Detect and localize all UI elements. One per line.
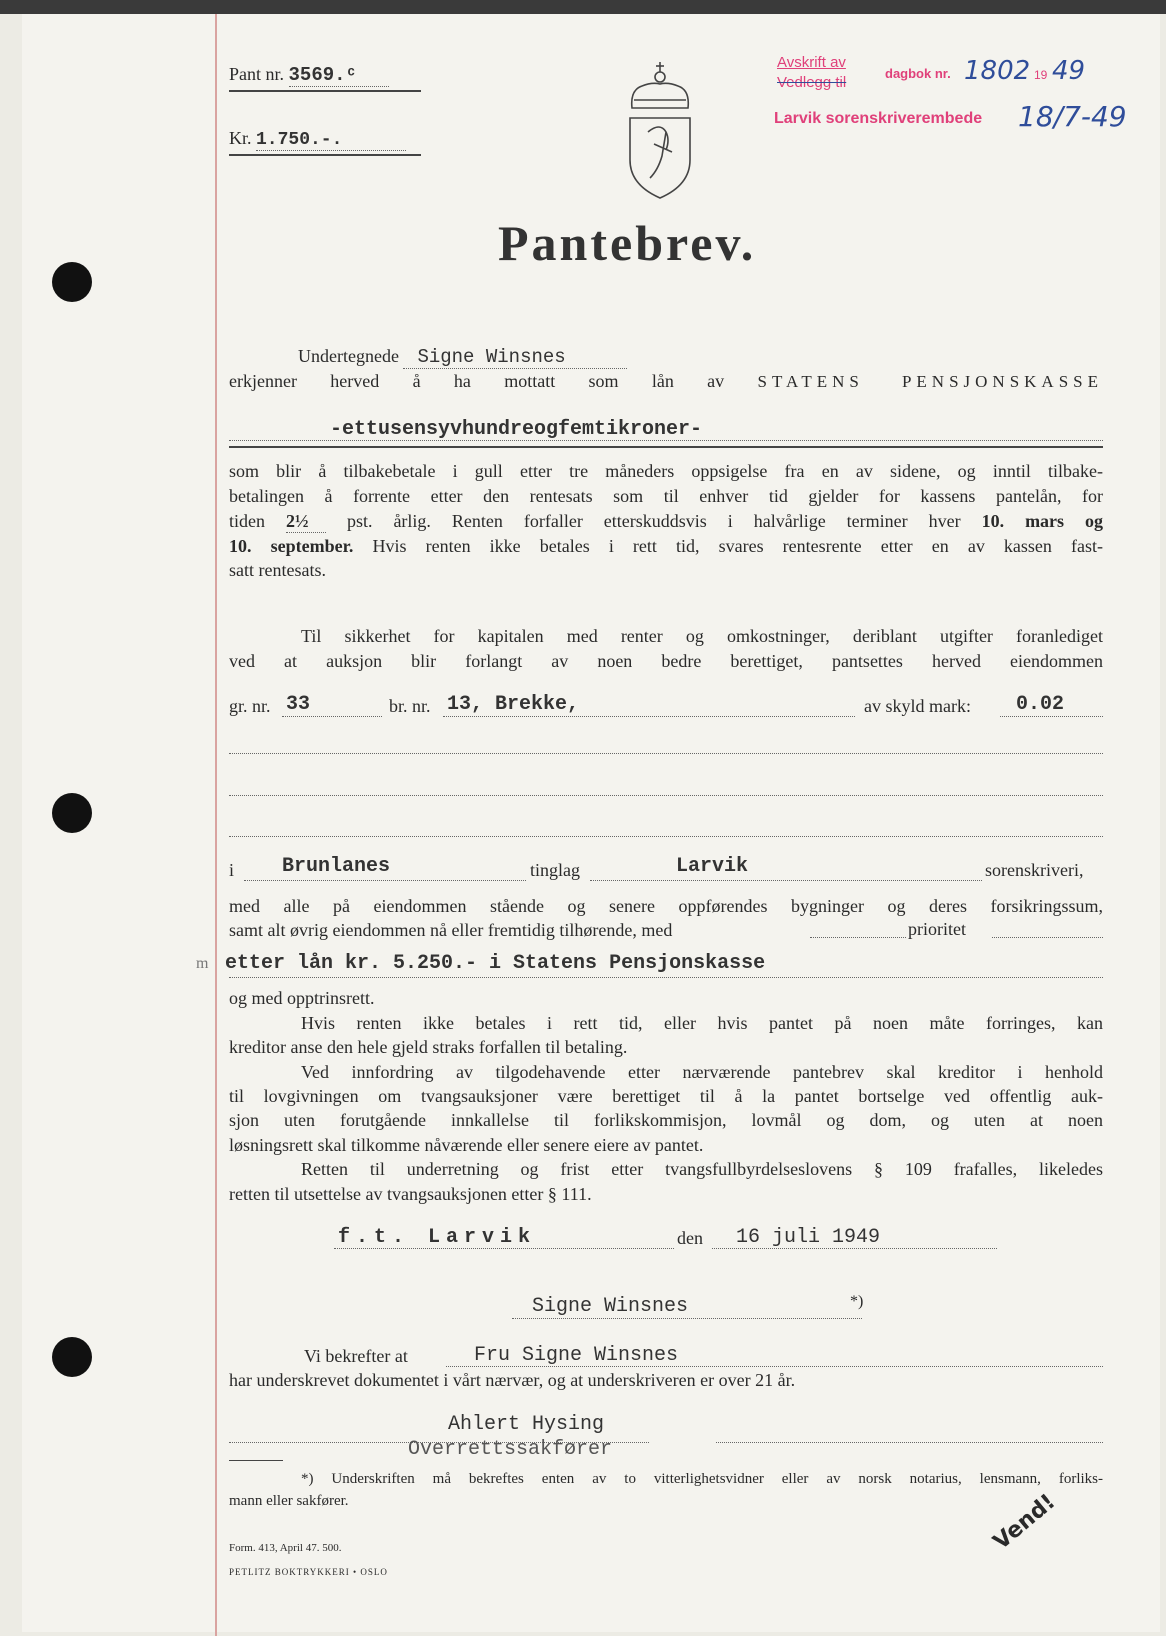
- terms-line: [229, 535, 1103, 557]
- dagbok-number: 1802: [964, 56, 1031, 86]
- interest-rate: 2½: [286, 510, 326, 533]
- witness-title: Overrettssakfører: [408, 1438, 613, 1461]
- den-label: den: [677, 1228, 703, 1248]
- dotted-line: [229, 753, 1103, 754]
- witness-statement: har underskrevet dokumentet i vårt nærvær, og at underskriveren er over 21 år.: [229, 1370, 796, 1390]
- med-alle-line: samt alt øvrig eiendommen nå eller fremtidig tilhørende, med: [229, 920, 673, 940]
- security-line: Til sikkerhet for kapitalen med renter og omkostninger, deriblant utgifter foranlediget: [301, 626, 1103, 646]
- body-line: Hvis renten ikke betales i rett tid, eller hvis pantet på noen måte forringes, kan: [301, 1013, 1103, 1033]
- dotted-line: [282, 716, 382, 717]
- stamp-vedlegg: Vedlegg til: [777, 74, 847, 91]
- terms-date: 10. september.: [229, 536, 354, 556]
- body-line: Ved innfordring av tilgodehavende etter nærværende pantebrev skal kreditor i henhold: [301, 1062, 1103, 1082]
- kr-amount: [229, 128, 406, 151]
- coat-of-arms-icon: [620, 60, 700, 200]
- dotted-line: [229, 440, 1103, 441]
- terms-line: som blir å tilbakebetale i gull etter tre måneders oppsigelse fra en av sidene, og inntil tilbake-: [229, 461, 1103, 481]
- gr-value: 33: [286, 693, 311, 716]
- dotted-line: [992, 937, 1103, 938]
- body-line: til lovgivningen om tvangsauksjoner være berettiget til å la pantet bortselge ved offentlig auk-: [229, 1086, 1103, 1106]
- witnessed-name: Fru Signe Winsnes: [474, 1344, 679, 1367]
- prioritet-text: etter lån kr. 5.250.- i Statens Pensjonskasse: [225, 952, 766, 975]
- signing-place: f.t. Larvik: [338, 1226, 537, 1249]
- page-title: Pantebrev.: [498, 215, 757, 271]
- body-line: Retten til underretning og frist etter tvangsfullbyrdelseslovens § 109 frafalles, likeledes: [301, 1159, 1103, 1179]
- terms-line: satt rentesats.: [229, 560, 326, 580]
- sorenskriveri-value: Larvik: [676, 855, 749, 878]
- dotted-line: [1000, 716, 1103, 717]
- dotted-line: [443, 716, 855, 717]
- footnote-marker: *): [850, 1293, 864, 1310]
- signing-date: 16 juli 1949: [736, 1226, 881, 1249]
- terms-text: Hvis renten ikke betales i rett tid, svares rentesrente etter en av kassen fast-: [372, 536, 1103, 556]
- stamp-dagbok-label: dagbok nr.: [885, 66, 951, 81]
- borrower-name: Signe Winsnes: [403, 346, 627, 369]
- med-alle-line: med alle på eiendommen stående og senere oppførendes bygninger og deres forsikringssum,: [229, 896, 1103, 916]
- terms-date: 10. mars og: [981, 511, 1104, 531]
- dotted-line: [229, 795, 1103, 796]
- scan-border: [0, 0, 1166, 14]
- prioritet-label: prioritet: [908, 919, 966, 939]
- stamp-office: Larvik sorenskriverembede: [774, 110, 983, 127]
- punch-hole: [52, 262, 92, 302]
- stamp-avskrift: Avskrift av: [777, 54, 846, 71]
- stamp-date: 18/7-49: [1018, 100, 1127, 133]
- amount-in-words: -ettusensyvhundreogfemtikroner-: [330, 418, 703, 441]
- erkjenner-text: erkjenner herved å ha mottatt som lån av: [229, 371, 725, 391]
- herred-value: Brunlanes: [282, 855, 391, 878]
- vend-label: Vend!: [988, 1489, 1061, 1555]
- terms-line: [229, 510, 1103, 533]
- br-label: br. nr.: [389, 696, 431, 716]
- borrower-signature: Signe Winsnes: [532, 1295, 689, 1318]
- body-line: retten til utsettelse av tvangsauksjonen etter § 111.: [229, 1184, 592, 1204]
- dotted-line: [244, 880, 526, 881]
- pant-value: 3569.ᶜ: [289, 64, 389, 87]
- margin-line: [215, 14, 217, 1636]
- printer-name: PETLITZ BOKTRYKKERI • OSLO: [229, 1567, 388, 1577]
- undertegnede-label: Undertegnede: [298, 346, 399, 366]
- kr-label: Kr.: [229, 128, 252, 148]
- pant-label: Pant nr.: [229, 64, 285, 84]
- undertegnede-line: [298, 346, 627, 369]
- lender-name: STATENS PENSJONSKASSE: [757, 372, 1104, 391]
- margin-mark: m: [196, 955, 209, 972]
- vi-bekrefter-label: Vi bekrefter at: [304, 1346, 408, 1366]
- skyld-value: 0.02: [1016, 693, 1065, 716]
- divider: [229, 446, 1103, 448]
- i-label: i: [229, 860, 235, 880]
- stamp-year: 49: [1052, 56, 1086, 86]
- br-value: 13, Brekke,: [447, 693, 580, 716]
- terms-text: tiden: [229, 511, 265, 531]
- dotted-line: [590, 880, 982, 881]
- kr-value: 1.750.-.: [256, 130, 406, 151]
- body-line: sjon uten forutgående innkallelse til forlikskommisjon, lovmål og dom, og uten at noen: [229, 1110, 1103, 1130]
- footnote-line: mann eller sakfører.: [229, 1493, 349, 1509]
- stamp-year-prefix: 19: [1034, 68, 1048, 82]
- skyld-label: av skyld mark:: [864, 696, 971, 716]
- witness-signature: Ahlert Hysing: [448, 1413, 605, 1436]
- punch-hole: [52, 793, 92, 833]
- terms-line: betalingen å forrente etter den rentesats som til enhver tid gjelder for kassens pantelån, for: [229, 486, 1103, 506]
- body-line: og med opptrinsrett.: [229, 988, 375, 1008]
- gr-label: gr. nr.: [229, 696, 271, 716]
- dotted-line: [716, 1442, 1103, 1443]
- punch-hole: [52, 1337, 92, 1377]
- form-number: Form. 413, April 47. 500.: [229, 1542, 342, 1554]
- divider: [229, 90, 421, 92]
- pant-number: [229, 64, 389, 87]
- terms-text: pst. årlig. Renten forfaller etterskuddsvis i halvårlige terminer hver: [346, 511, 961, 531]
- erkjenner-line: [229, 370, 1103, 393]
- body-line: kreditor anse den hele gjeld straks forfallen til betaling.: [229, 1037, 628, 1057]
- dotted-line: [810, 937, 906, 938]
- tinglag-label: tinglag: [530, 860, 580, 880]
- dotted-line: [229, 977, 1103, 978]
- body-line: løsningsrett skal tilkomme nåværende eller senere eiere av pantet.: [229, 1135, 704, 1155]
- sorenskriveri-label: sorenskriveri,: [985, 860, 1084, 880]
- security-line: ved at auksjon blir forlangt av noen bedre berettiget, pantsettes herved eiendommen: [229, 651, 1103, 671]
- footnote-divider: [229, 1460, 283, 1461]
- divider: [229, 154, 421, 156]
- dotted-line: [229, 836, 1103, 837]
- dotted-line: [512, 1318, 862, 1319]
- footnote-line: *) Underskriften må bekreftes enten av to vitterlighetsvidner eller av norsk notarius, lensmann, forliks-: [301, 1471, 1103, 1487]
